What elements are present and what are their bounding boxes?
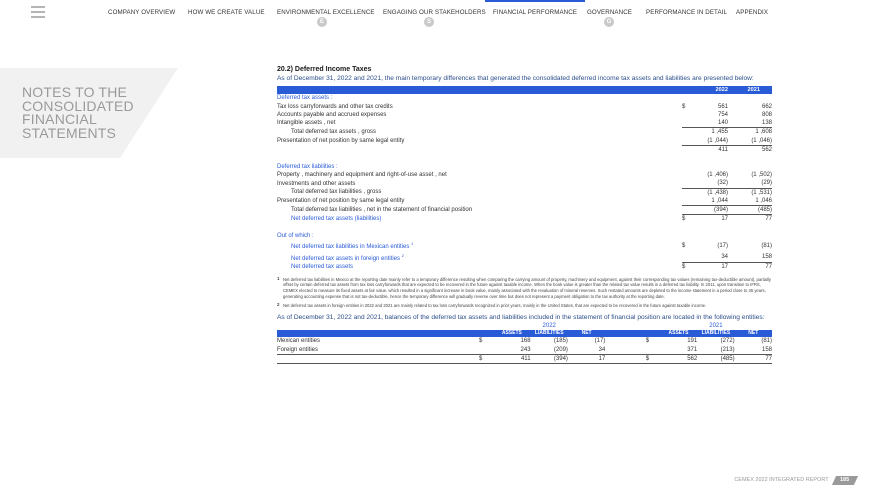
table-row: Foreign entities 243 (209) 34 371 (213) 158	[277, 346, 772, 353]
nav-appendix[interactable]: APPENDIX	[736, 9, 769, 16]
table-row: Intangible assets , net 140 138	[277, 120, 772, 127]
table-row: Presentation of net position by same legal entity 1 ,044 1 ,046	[277, 197, 772, 205]
year-2022-header: 2022	[696, 86, 728, 94]
table-row: Total deferred tax assets , gross 1 ,455 1 ,608	[291, 129, 772, 136]
table-row: Presentation of net position by same legal entity (1 ,044) (1 ,046)	[277, 137, 772, 145]
social-badge-icon: S	[424, 17, 434, 27]
notes-title: NOTES TO THE CONSOLIDATED FINANCIAL STATEMENTS	[22, 84, 134, 141]
nav-environmental-excellence[interactable]: ENVIRONMENTAL EXCELLENCE	[277, 9, 375, 16]
liabilities-section-label: Deferred tax liabilities :	[277, 163, 338, 170]
section-title: 20.2) Deferred Income Taxes	[277, 66, 372, 73]
table-row: Investments and other assets (32) (29)	[277, 180, 772, 187]
entities-year-row: 2022 2021	[542, 323, 723, 330]
section-title-panel	[0, 68, 180, 158]
nav-how-we-create-value[interactable]: HOW WE CREATE VALUE	[188, 9, 265, 16]
table-row: Total deferred tax liabilities , gross (1 ,438) (1 ,531)	[291, 189, 772, 196]
page-footer: CEMEX 2022 INTEGRATED REPORT 185	[734, 476, 856, 485]
nav-company-overview[interactable]: COMPANY OVERVIEW	[108, 9, 176, 16]
menu-icon[interactable]	[31, 6, 45, 17]
main-content	[277, 66, 772, 364]
table-row: Total deferred tax liabilities , net in the statement of financial position (394) (485)	[291, 207, 772, 214]
table-row: Tax loss carryforwards and other tax credits $ 561 662	[277, 103, 772, 110]
environmental-badge-icon: E	[317, 17, 327, 27]
nav-engaging-stakeholders[interactable]: ENGAGING OUR STAKEHOLDERS	[383, 9, 486, 16]
entities-total-row: $ 411 (394) 17 $ 562 (485) 77	[277, 354, 772, 363]
table-row: Property , machinery and equipment and right-of-use asset , net (1 ,406) (1 ,502)	[277, 171, 772, 178]
entities-intro: As of December 31, 2022 and 2021, balances of the deferred tax assets and liabilities included in the statement of financial position are located in the following entities:	[277, 314, 765, 322]
nav-performance-in-detail[interactable]: PERFORMANCE IN DETAIL	[646, 9, 728, 16]
page-number: 185	[832, 476, 858, 485]
entities-table	[277, 323, 772, 364]
table-row: Accounts payable and accrued expenses 754 808	[277, 111, 772, 118]
table-row: Net deferred tax liabilities in Mexican entities $^1$ $ (17) (81)	[291, 241, 772, 251]
table-row: Net deferred tax assets in foreign entities $^2$ 34 158	[291, 252, 772, 262]
nav-financial-performance[interactable]: FINANCIAL PERFORMANCE	[493, 9, 578, 16]
table-row: 411 562	[277, 146, 772, 155]
governance-badge-icon: G	[604, 17, 614, 27]
deferred-tax-table	[277, 86, 772, 272]
net-deferred-row: Net deferred tax assets (liabilities) $ 17 77	[291, 216, 772, 223]
table-row: Net deferred tax assets $ 17 77	[291, 264, 772, 271]
year-2021-header: 2021	[728, 86, 772, 94]
out-of-which-label: Out of which :	[277, 233, 314, 240]
nav-governance[interactable]: GOVERNANCE	[587, 9, 633, 16]
table-row: Mexican entities $ 168 (185) (17) $ 191 (272) (81)	[277, 338, 772, 345]
footnote-1: 1 Net deferred tax liabilities in Mexico at the reporting date mainly refer to a temporary difference resulting when comparing the carrying amount of property, machinery and equipment, against their corresponding tax values (remaining tax-deductible amount), partially offset by certain deferred tax assets from tax loss carryforwards that are expected to be recovered in the future against taxable income. When the book value is greater than the related tax value results in a deferred tax liability. In 2011, upon transition to IFRS, CEMEX elected to measure its fixed assets at fair value, which resulted in a significant increase in book value, mainly associated with the revaluation of mineral reserves. Such restated amounts are depleted to the income statement in a period close to 35 years, generating accounting expense that is not tax-deductible, hence the temporary difference will gradually reverse over time but does not represent a payment obligation to the tax authority at the reporting date.	[277, 275, 771, 299]
assets-section-label: Deferred tax assets :	[277, 95, 333, 102]
section-intro: As of December 31, 2022 and 2021, the main temporary differences that generated the consolidated deferred income tax assets and liabilities are presented below:	[277, 75, 754, 82]
top-navigation	[0, 0, 880, 30]
table-header	[277, 86, 772, 94]
entities-header-row: ASSETS LIABILITIES NET ASSETS LIABILITIES NET	[277, 330, 772, 337]
footnote-2: 2 Net deferred tax assets in foreign entities in 2022 and 2021 are mainly related to tax loss carryforwards recognized in prior years, mainly in the United States, that are expected to be recovered in the future against taxable income.	[277, 301, 707, 308]
